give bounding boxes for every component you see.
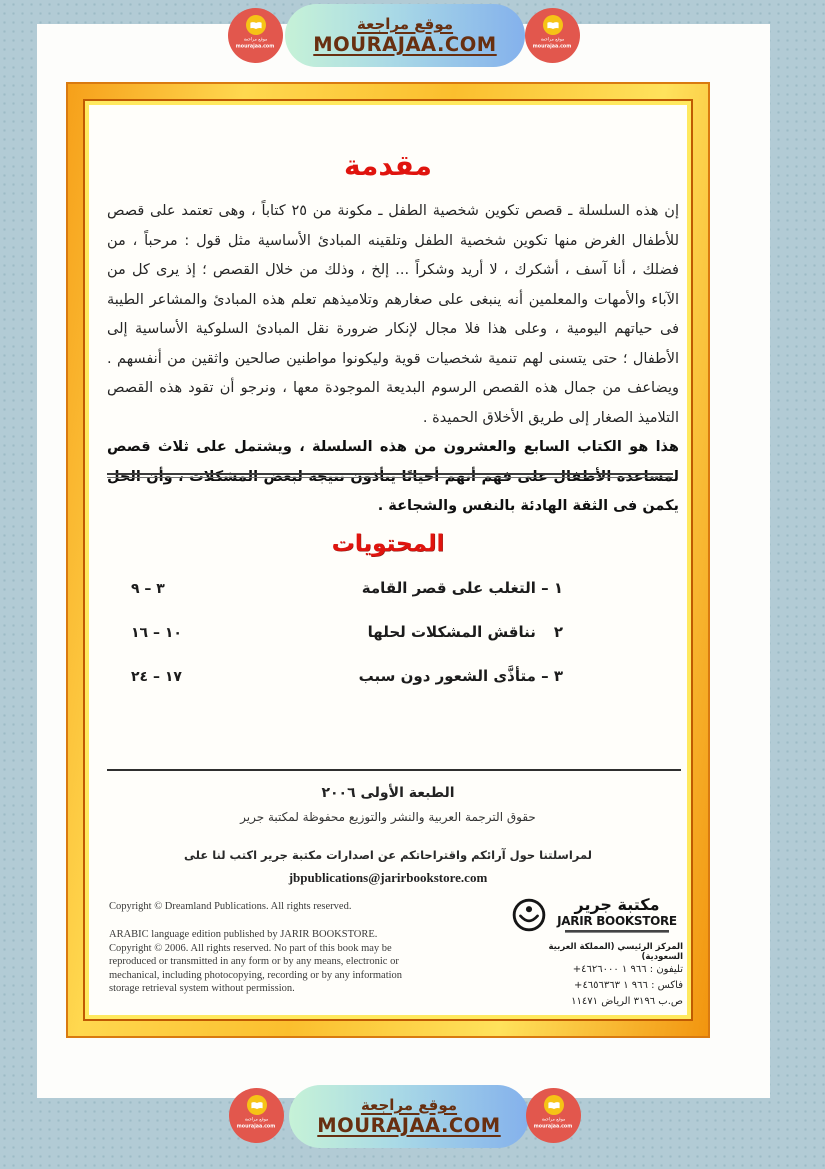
book-icon: [544, 1095, 564, 1115]
toc-row: [85, 579, 691, 623]
publisher-names: [551, 895, 683, 933]
phone-number: +٩٦٦ ١ ٤٦٢٦٠٠٠: [572, 964, 647, 975]
horizontal-rule: [107, 769, 681, 771]
publisher-email[interactable]: jbpublications@jarirbookstore.com: [288, 870, 488, 885]
book-icon: [247, 1095, 267, 1115]
phone-label: تليفون :: [649, 964, 683, 975]
copyright-notice: ARABIC language edition published by JARIR BOOKSTORE. Copyright © 2006. All rights reserved. No part of this book may be reproduced or transmitted in any form or by any means, electronic or mechanical, including photocopying, recording or by any information storage retrieval system without permission.: [109, 929, 403, 994]
badge-site-domain: mourajaa.com: [236, 43, 275, 49]
badge-site-name-arabic: موقع مراجعة: [541, 1116, 566, 1122]
toc-item-title: ٢ نناقش المشكلات لحلها: [367, 623, 563, 641]
toc-item-pages: ١٠ – ١٦: [131, 625, 182, 641]
badge-site-name-arabic: موقع مراجعة: [244, 1116, 269, 1122]
site-badge[interactable]: [228, 8, 283, 63]
publisher-header: [511, 895, 683, 937]
badge-site-name-arabic: موقع مراجعة: [243, 36, 268, 42]
copyright-line: Copyright © Dreamland Publications. All rights reserved.: [109, 901, 352, 912]
badge-site-domain: mourajaa.com: [237, 1123, 276, 1129]
publisher-block: [511, 895, 683, 1010]
badge-site-name-arabic: موقع مراجعة: [540, 36, 565, 42]
feedback-invite-line: لمراسلتنا حول آرائكم واقتراحاتكم عن اصدارات مكتبة جرير اكتب لنا على: [184, 848, 592, 862]
intro-closing-paragraph: هذا هو الكتاب السابع والعشرون من هذه السلسلة ، ويشتمل على ثلاث قصص لمساعدة الأطفال على فهم أنهم أحيانًا يتأذون نتيجة لبعض المشكلات ، وأن الحل يكمن فى الثقة الهادئة بالنفس والشجاعة .: [107, 439, 679, 514]
book-icon: [246, 15, 266, 35]
frame-inner-area: [83, 99, 693, 1021]
publisher-fax: [511, 978, 683, 994]
rights-line: حقوق الترجمة العربية والنشر والتوزيع محفوظة لمكتبة جرير: [240, 810, 536, 824]
publisher-name-english: JARIR BOOKSTORE: [557, 914, 677, 928]
table-of-contents: [85, 579, 691, 711]
badge-site-domain: mourajaa.com: [533, 43, 572, 49]
edition-line: الطبعة الأولى ٢٠٠٦: [321, 785, 455, 801]
contents-heading: المحتويات: [331, 531, 445, 557]
book-icon: [543, 15, 563, 35]
jarir-logo-icon: [511, 895, 547, 937]
toc-item-pages: ٣ – ٩: [131, 581, 165, 597]
site-badge[interactable]: [526, 1088, 581, 1143]
site-badge[interactable]: [525, 8, 580, 63]
watermark-banner-bottom[interactable]: [289, 1085, 529, 1148]
publisher-contact-info: [511, 942, 683, 1010]
publisher-name-arabic: مكتبة جرير: [574, 895, 660, 914]
toc-row: [85, 623, 691, 667]
toc-item-pages: ١٧ – ٢٤: [131, 669, 182, 685]
site-name-arabic[interactable]: موقع مراجعة: [360, 1096, 458, 1114]
fax-label: فاكس :: [651, 980, 683, 991]
site-name-arabic[interactable]: موقع مراجعة: [356, 15, 454, 33]
publisher-tagline-bar: [565, 930, 669, 933]
toc-item-title: ١ – التغلب على قصر القامة: [361, 579, 563, 597]
intro-paragraph: إن هذه السلسلة ـ قصص تكوين شخصية الطفل ـ مكونة من ٢٥ كتاباً ، وهى تعتمد على قصص للأطفال الغرض منها تكوين شخصية الطفل وتلقينه المبادئ الأساسية مثل قول : مرحباً ، من فضلك ، أنا آسف ، أشكرك ، لا أريد وشكراً ... إلخ ، وذلك من خلال القصص ؛ إذ يرى كل من الآباء والأمهات والمعلمين أنه ينبغى على صغارهم وتلاميذهم تعلم هذه المبادئ والمشاعر الطيبة فى حياتهم اليومية ، وعلى هذا فلا مجال لإنكار ضرورة نقل المبادئ السلوكية الأساسية إلى الأطفال ؛ حتى يتسنى لهم تنمية شخصيات قوية وليكونوا مواطنين صالحين واثقين من أنفسهم . ويضاعف من جمال هذه القصص الرسوم البديعة الموجودة معها ، ونرجو أن تقود هذه القصص التلاميذ الصغار إلى طريق الأخلاق الحميدة .: [107, 203, 679, 426]
publisher-phone: [511, 962, 683, 978]
site-domain[interactable]: MOURAJAA.COM: [313, 33, 497, 56]
publisher-head-office: المركز الرئيسي (المملكة العربية السعودية): [548, 942, 683, 962]
site-domain[interactable]: MOURAJAA.COM: [317, 1114, 501, 1137]
page-title: مقدمة: [344, 149, 432, 182]
fax-number: +٩٦٦ ١ ٤٦٥٦٣٦٣: [574, 980, 648, 991]
badge-site-domain: mourajaa.com: [534, 1123, 573, 1129]
publisher-pobox: ص.ب ٣١٩٦ الرياض ١١٤٧١: [571, 996, 683, 1007]
gold-ornate-frame: [66, 82, 710, 1038]
toc-item-title: ٣ – متأذَّى الشعور دون سبب: [358, 667, 563, 685]
toc-row: [85, 667, 691, 711]
site-badge[interactable]: [229, 1088, 284, 1143]
watermark-banner-top[interactable]: [285, 4, 525, 67]
double-horizontal-rule: [107, 473, 673, 478]
